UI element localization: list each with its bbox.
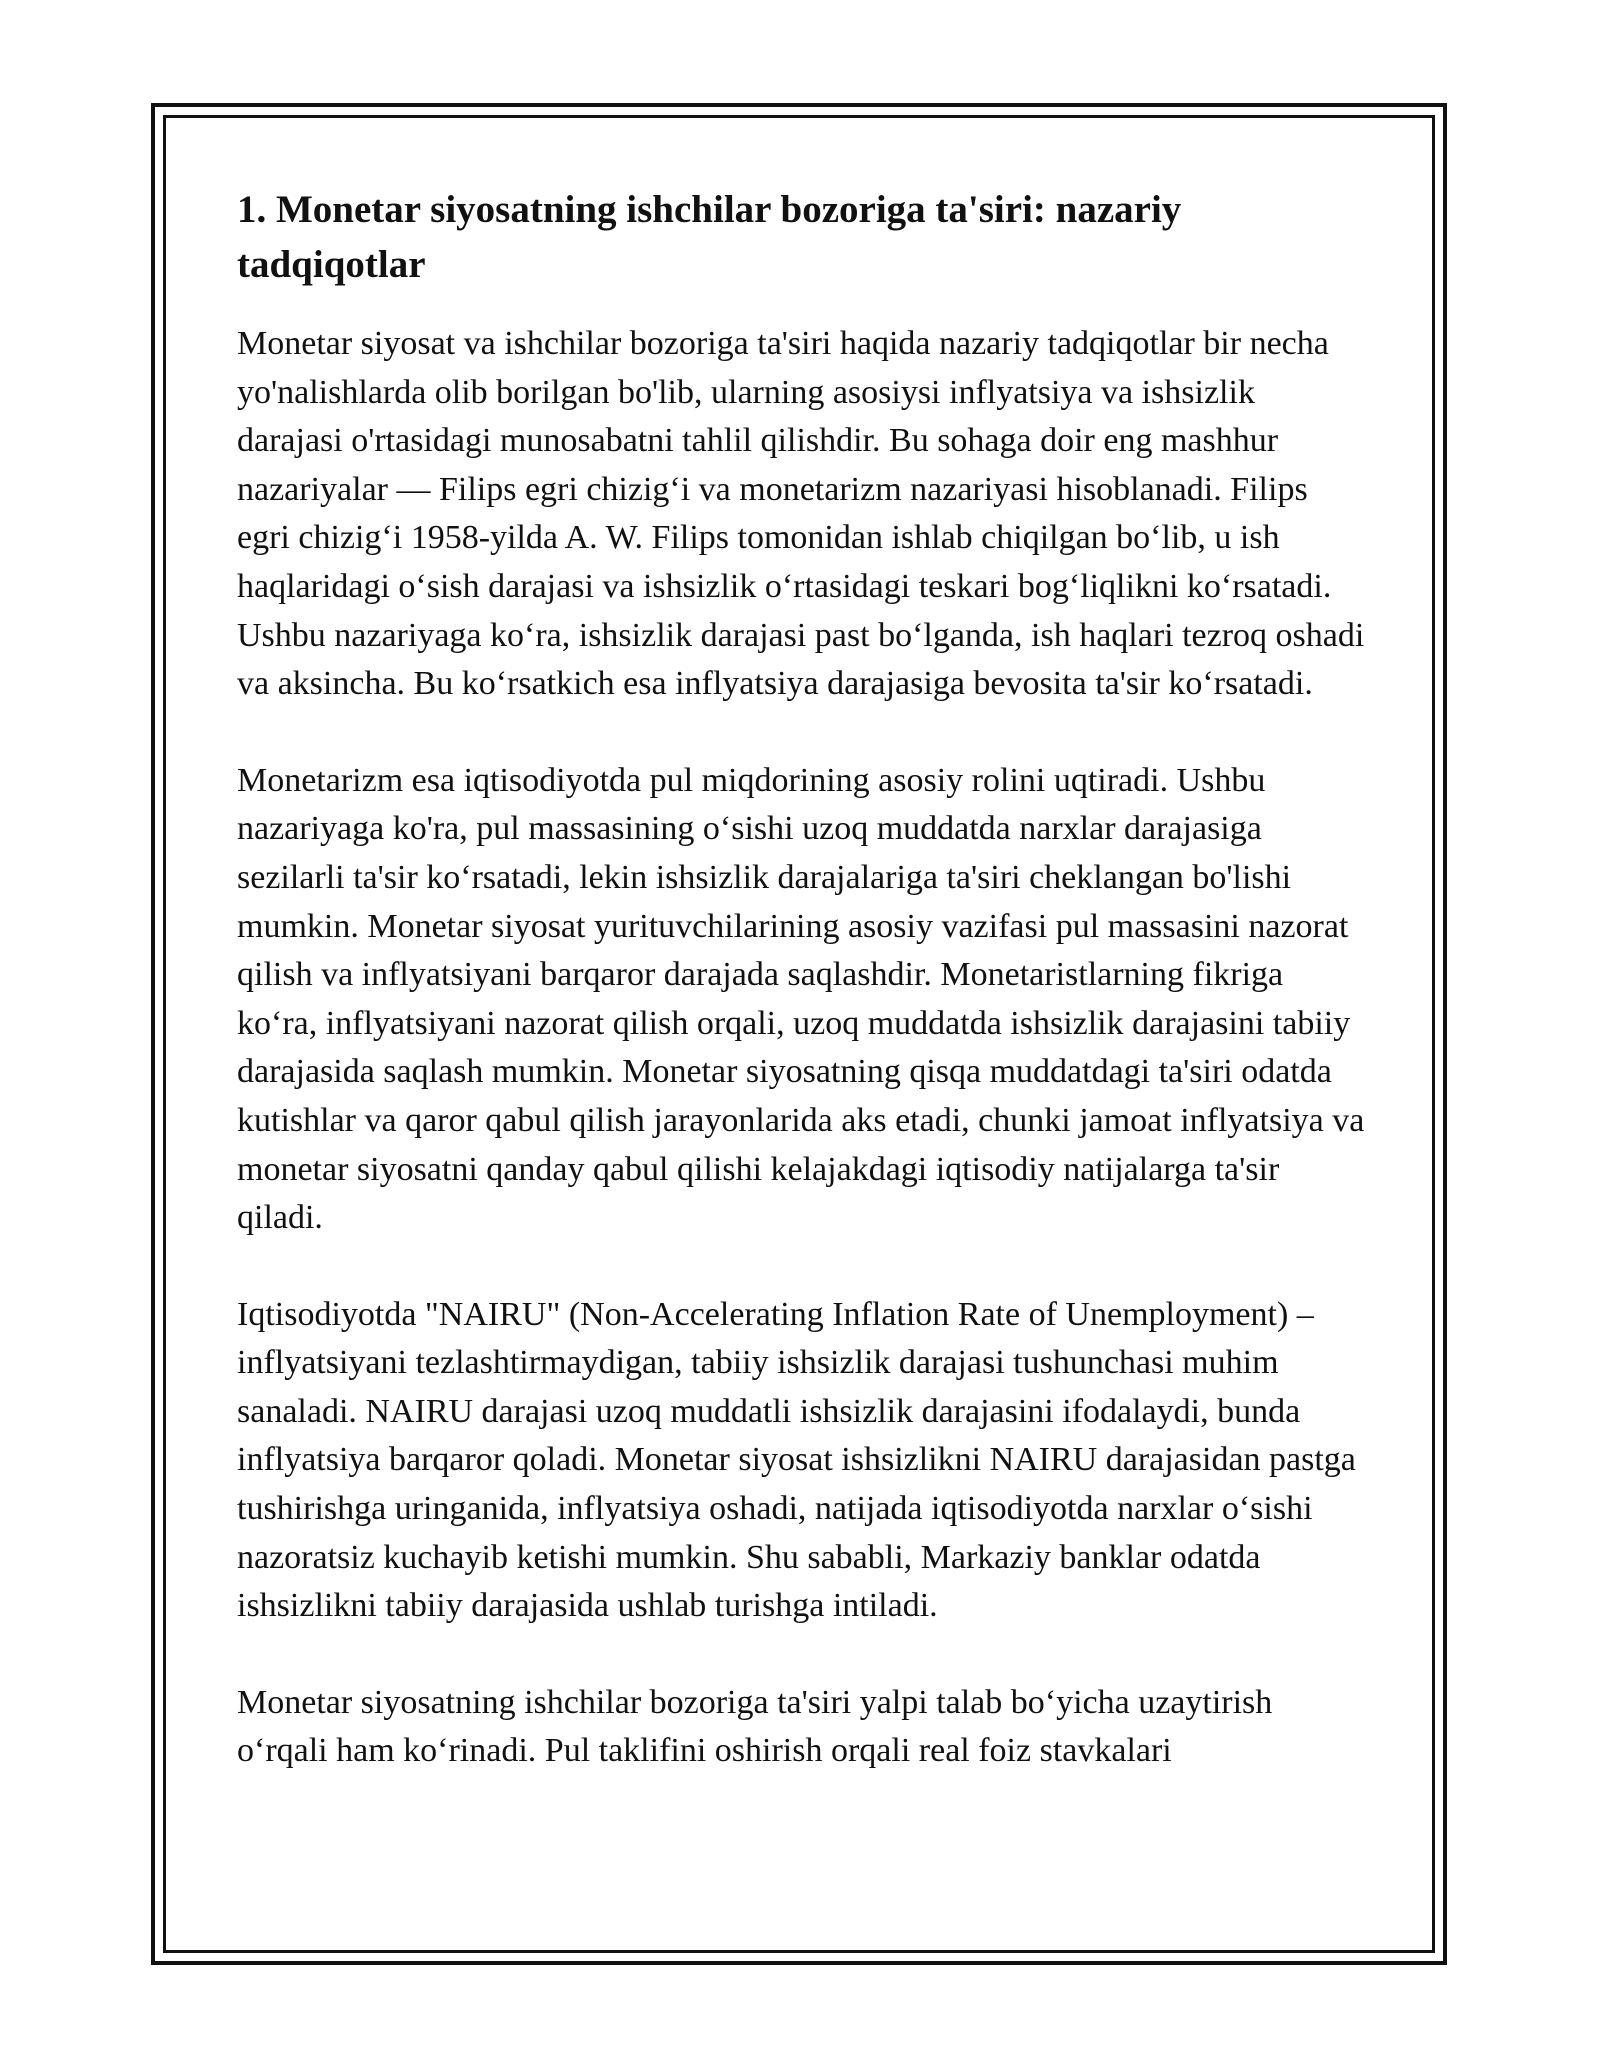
- paragraph-phillips-curve: Monetar siyosat va ishchilar bozoriga ta'siri haqida nazariy tadqiqotlar bir necha yo'nalishlarda olib borilgan bo'lib, ularning asosiysi inflyatsiya va ishsizlik darajasi o'rtasidagi munosabatni tahlil qilishdir. Bu sohaga doir eng mashhur nazariyalar — Filips egri chizig‘i va monetarizm nazariyasi hisoblanadi. Filips egri chizig‘i 1958-yilda A. W. Filips tomonidan ishlab chiqilgan bo‘lib, u ish haqlaridagi o‘sish darajasi va ishsizlik o‘rtasidagi teskari bog‘liqlikni ko‘rsatadi. Ushbu nazariyaga ko‘ra, ishsizlik darajasi past bo‘lganda, ish haqlari tezroq oshadi va aksincha. Bu ko‘rsatkich esa inflyatsiya darajasiga bevosita ta'sir ko‘rsatadi.: [237, 325, 1365, 703]
- paragraph-aggregate-demand: Monetar siyosatning ishchilar bozoriga ta'siri yalpi talab bo‘yicha uzaytirish o‘rqali ham ko‘rinadi. Pul taklifini oshirish orqali real foiz stavkalari: [237, 1683, 1273, 1770]
- document-body: [237, 182, 1367, 1824]
- section-heading: 1. Monetar siyosatning ishchilar bozoriga ta'siri: nazariy tadqiqotlar: [237, 188, 1182, 286]
- paragraph-monetarism: Monetarizm esa iqtisodiyotda pul miqdorining asosiy rolini uqtiradi. Ushbu nazariyaga ko'ra, pul massasining o‘sishi uzoq muddatda narxlar darajasiga sezilarli ta'sir ko‘rsatadi, lekin ishsizlik darajalariga ta'siri cheklangan bo'lishi mumkin. Monetar siyosat yurituvchilarining asosiy vazifasi pul massasini nazorat qilish va inflyatsiyani barqaror darajada saqlashdir. Monetaristlarning fikriga ko‘ra, inflyatsiyani nazorat qilish orqali, uzoq muddatda ishsizlik darajasini tabiiy darajasida saqlash mumkin. Monetar siyosatning qisqa muddatdagi ta'siri odatda kutishlar va qaror qabul qilish jarayonlarida aks etadi, chunki jamoat inflyatsiya va monetar siyosatni qanday qabul qilishi kelajakdagi iqtisodiy natijalarga ta'sir qiladi.: [237, 761, 1365, 1237]
- paragraph-nairu: Iqtisodiyotda "NAIRU" (Non-Accelerating Inflation Rate of Unemployment) – inflyatsiyani tezlashtirmaydigan, tabiiy ishsizlik darajasi tushunchasi muhim sanaladi. NAIRU darajasi uzoq muddatli ishsizlik darajasini ifodalaydi, bunda inflyatsiya barqaror qoladi. Monetar siyosat ishsizlikni NAIRU darajasidan pastga tushirishga uringanida, inflyatsiya oshadi, natijada iqtisodiyotda narxlar o‘sishi nazoratsiz kuchayib ketishi mumkin. Shu sababli, Markaziy banklar odatda ishsizlikni tabiiy darajasida ushlab turishga intiladi.: [237, 1295, 1356, 1625]
